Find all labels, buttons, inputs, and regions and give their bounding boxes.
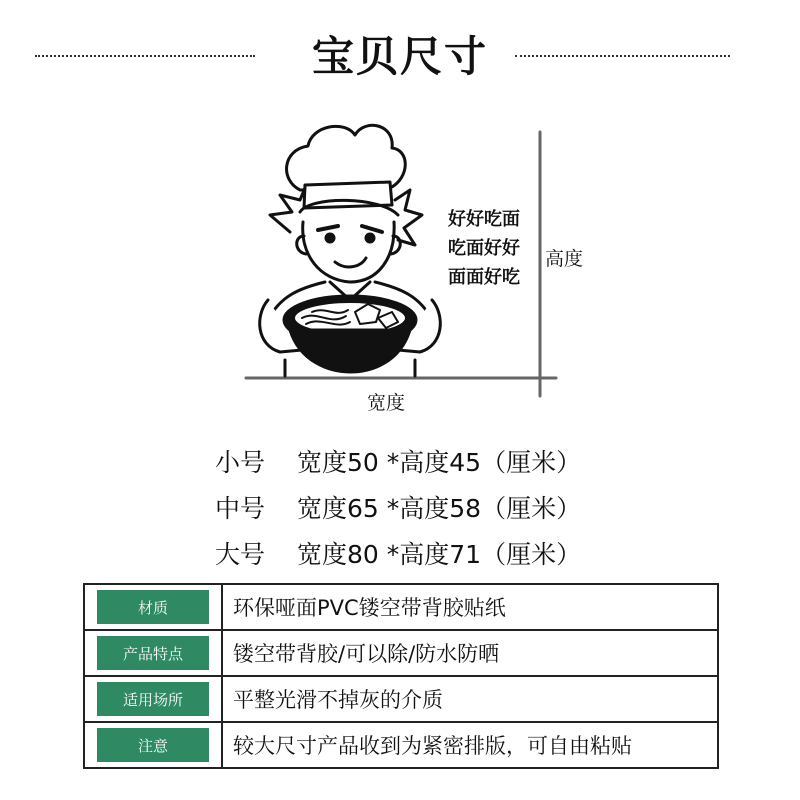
height-label: 高度 (545, 248, 584, 270)
spec-key-cell (85, 585, 223, 629)
spec-table (83, 583, 719, 769)
spec-key: 适用场所 (97, 682, 209, 716)
chef-illustration (0, 120, 800, 420)
spec-key: 材质 (97, 590, 209, 624)
size-spec: 宽度50 *高度45（厘米） (297, 448, 582, 477)
spec-key-cell (85, 631, 223, 675)
spec-row-material (85, 585, 717, 631)
size-name: 小号 (215, 448, 266, 477)
spec-row-applicable-surfaces (85, 677, 717, 723)
width-label: 宽度 (367, 392, 406, 414)
spec-value: 镂空带背胶/可以除/防水防晒 (233, 642, 500, 666)
spec-value: 平整光滑不掉灰的介质 (233, 688, 443, 712)
size-row-medium (215, 486, 581, 532)
spec-row-notice (85, 723, 717, 767)
spec-key: 注意 (97, 728, 209, 762)
spec-value: 较大尺寸产品收到为紧密排版，可自由粘贴 (233, 734, 632, 758)
size-name: 中号 (215, 494, 266, 523)
spec-row-features (85, 631, 717, 677)
page-title: 宝贝尺寸 (311, 32, 488, 81)
size-spec: 宽度80 *高度71（厘米） (297, 540, 582, 569)
header (0, 0, 800, 100)
chef-hat (287, 125, 406, 190)
slogan-text: 好好吃面 吃面好好 面面好吃 (448, 209, 520, 288)
size-row-small (215, 440, 581, 486)
spec-key-cell (85, 723, 223, 767)
spec-key-cell (85, 677, 223, 721)
spec-value: 环保哑面PVC镂空带背胶贴纸 (233, 596, 506, 620)
size-spec: 宽度65 *高度58（厘米） (297, 494, 582, 523)
size-row-large (215, 532, 581, 578)
right-dotted-divider (515, 55, 730, 57)
size-name: 大号 (215, 540, 266, 569)
spec-key: 产品特点 (97, 636, 209, 670)
noodle-bowl (290, 330, 410, 372)
size-list (215, 440, 581, 578)
